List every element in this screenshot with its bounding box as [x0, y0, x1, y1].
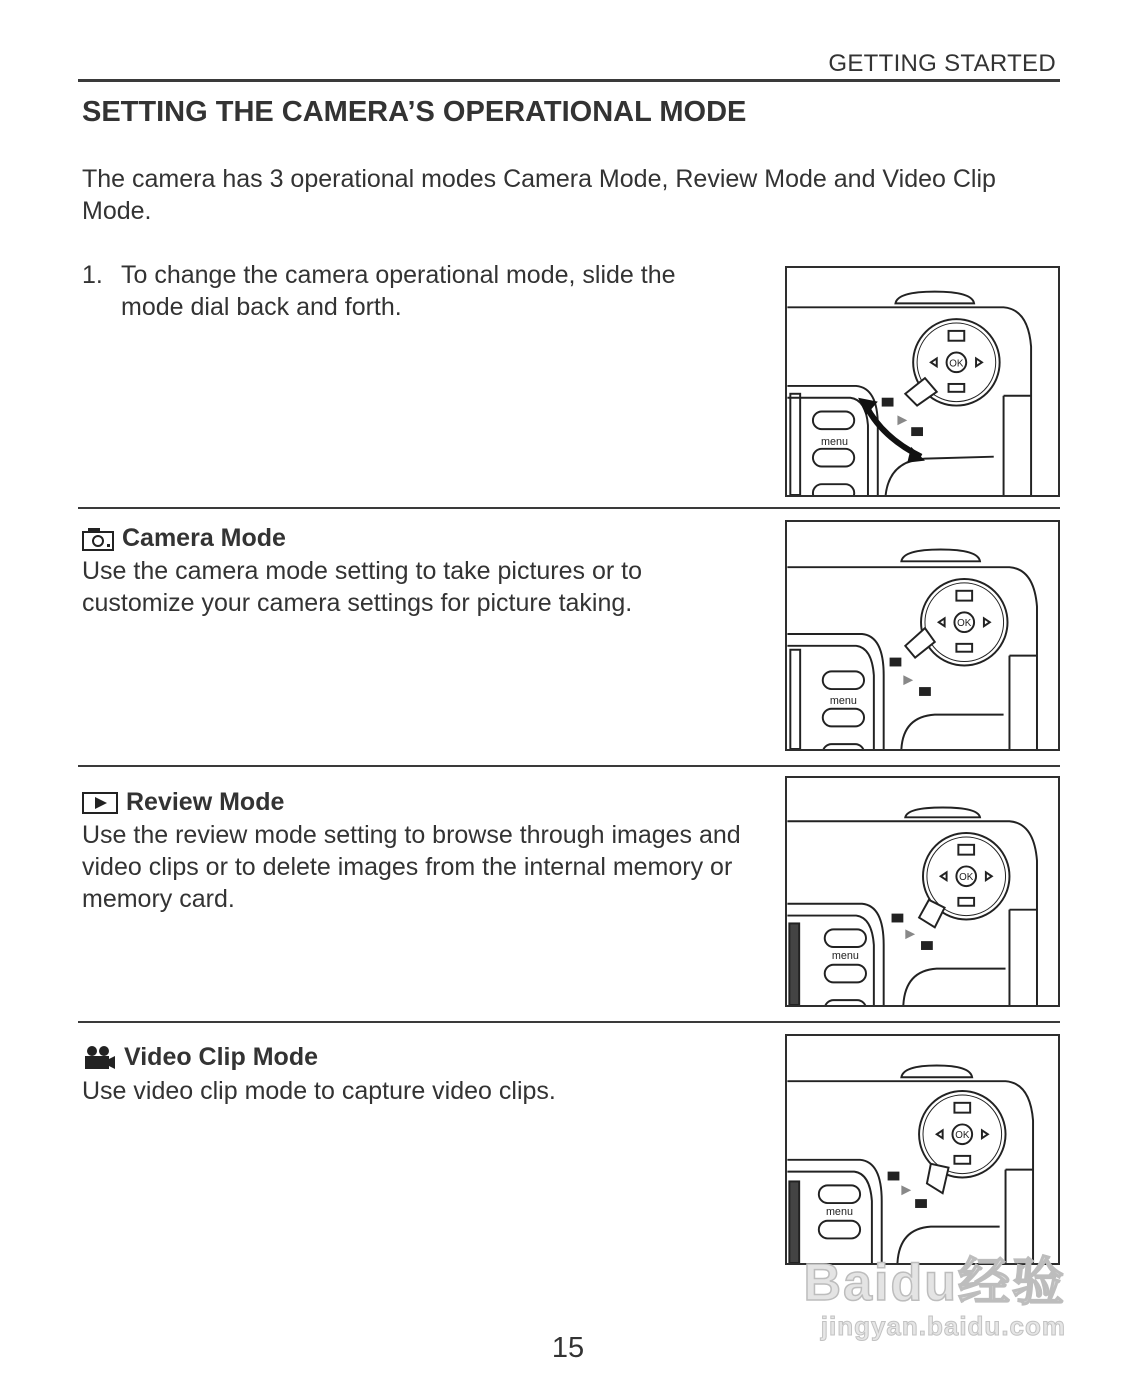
figure-mode-dial — [785, 266, 1060, 497]
figure-camera-mode — [785, 520, 1060, 751]
header-rule — [78, 79, 1060, 82]
review-mode-title: Review Mode — [126, 788, 285, 816]
review-mode-description: Use the review mode setting to browse through images and video clips or to delete images from the internal memory or memory card. — [82, 821, 741, 913]
figure-video-clip-mode — [785, 1034, 1060, 1265]
video-clip-mode-description: Use video clip mode to capture video clips. — [82, 1077, 556, 1105]
menu-label: menu — [831, 949, 859, 962]
section-rule — [78, 1021, 1060, 1023]
page-number: 15 — [551, 1332, 585, 1364]
watermark-url: jingyan.baidu.com — [820, 1311, 1066, 1341]
menu-label: menu — [825, 1205, 853, 1218]
section-rule — [78, 765, 1060, 767]
watermark — [804, 1240, 1066, 1342]
video-camera-icon — [82, 1045, 116, 1071]
watermark-logo: Baidu经验 — [803, 1254, 1066, 1312]
camera-icon — [82, 527, 114, 551]
menu-label: menu — [829, 694, 857, 707]
section-rule — [78, 507, 1060, 509]
ok-label: OK — [957, 618, 972, 630]
ok-label: OK — [955, 1130, 970, 1142]
video-clip-mode-heading — [82, 1043, 318, 1072]
camera-mode-title: Camera Mode — [122, 524, 286, 552]
review-mode-heading — [82, 788, 284, 817]
step-number: 1. — [82, 261, 103, 289]
camera-mode-heading — [82, 524, 286, 553]
page-title: SETTING THE CAMERA’S OPERATIONAL MODE — [82, 96, 747, 128]
video-clip-mode-title: Video Clip Mode — [124, 1043, 318, 1071]
ok-label: OK — [949, 358, 964, 370]
ok-label: OK — [959, 872, 974, 884]
intro-paragraph: The camera has 3 operational modes Camera Mode, Review Mode and Video Clip Mode. — [82, 165, 996, 225]
play-icon — [82, 791, 118, 815]
figure-review-mode — [785, 776, 1060, 1007]
camera-mode-description: Use the camera mode setting to take pictures or to customize your camera settings for picture taking. — [82, 557, 642, 617]
running-head: GETTING STARTED — [828, 50, 1056, 77]
step-text: To change the camera operational mode, slide the mode dial back and forth. — [121, 261, 676, 321]
menu-label: menu — [821, 435, 849, 448]
